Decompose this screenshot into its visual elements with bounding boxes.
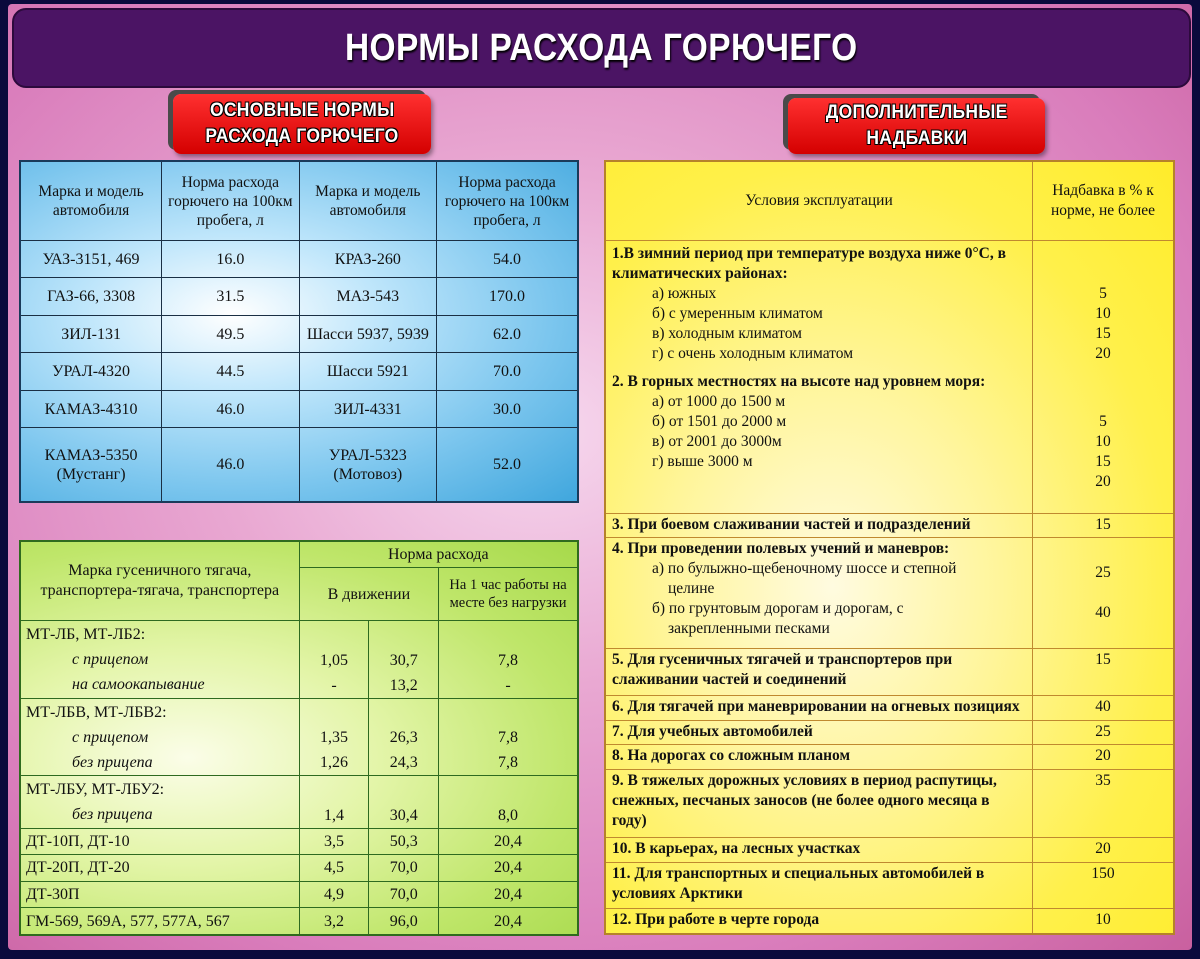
sub-item: г) выше 3000 м [652,453,753,470]
condition-label: 7. Для учебных автомобилей [612,722,813,740]
tractor-model: ДТ-20П, ДТ-20 [20,855,299,882]
tractor-model: ГМ-569, 569А, 577, 577А, 567 [20,908,299,935]
table-row [20,828,578,855]
surcharge-value: 25 [1033,720,1175,745]
value-b: 30,4 [389,806,418,824]
sub-item: в) от 2001 до 3000м [652,433,782,450]
sub-item: а) от 1000 до 1500 м [652,393,786,410]
fuel-norm: 46.0 [162,390,299,427]
page-title: НОРМЫ РАСХОДА ГОРЮЧЕГО [345,26,858,69]
tracked-vehicles-table [19,540,579,936]
column-header-conditions: Условия эксплуатации [605,161,1033,241]
column-header: Марка и модель автомобиля [299,161,437,241]
section-badge-basic-norms [173,94,431,154]
fuel-norm: 52.0 [437,428,578,502]
badge-line: НАДБАВКИ [866,128,967,149]
group-row [20,698,578,776]
sub-item-continued: целине [668,580,715,598]
tractor-model: ДТ-10П, ДТ-10 [20,828,299,855]
value-c: 7,8 [498,754,519,772]
surcharge-value: 15 [1095,325,1111,342]
fuel-norm: 16.0 [162,241,299,278]
sub-item: б) с умеренным климатом [652,305,823,322]
surcharge-value: 40 [1095,604,1111,622]
surcharge-value: 20 [1033,745,1175,770]
condition-label: 5. Для гусеничных тягачей и транспортеров при слаживании частей и соединений [612,651,953,689]
table-row [605,695,1174,720]
vehicle-model: УАЗ-3151, 469 [20,241,162,278]
table-row [605,649,1174,695]
surcharge-value: 15 [1095,453,1111,470]
condition-label: 8. На дорогах со сложным планом [612,747,851,765]
table-row [20,353,578,390]
fuel-norm: 49.5 [162,315,299,352]
sub-item: а) южных [652,285,717,302]
surcharge-value: 15 [1033,649,1175,695]
surcharge-value: 40 [1033,695,1175,720]
column-header-moving: В движении [299,568,438,621]
surcharge-value: 10 [1095,433,1111,450]
sub-label: с прицепом [72,650,149,668]
surcharge-value: 5 [1099,413,1107,430]
group-name: МТ-ЛБУ, МТ-ЛБУ2: [26,781,165,799]
fuel-norm: 31.5 [162,278,299,315]
table-header-row [20,161,578,241]
surcharges-table [604,160,1175,935]
group-name: МТ-ЛБ, МТ-ЛБ2: [26,625,146,643]
condition-label: 6. Для тягачей при маневрировании на огневых позициях [612,697,1020,715]
condition-label: 11. Для транспортных и специальных автомобилей в условиях Арктики [612,864,985,902]
column-header-idle: На 1 час работы на месте без нагрузки [439,568,578,621]
surcharge-value: 10 [1095,305,1111,322]
vehicle-model: КРАЗ-260 [299,241,437,278]
value-c: 20,4 [439,828,578,855]
vehicle-model: ГАЗ-66, 3308 [20,278,162,315]
surcharge-value: 5 [1099,285,1107,302]
value-a: - [331,676,337,694]
surcharge-value: 20 [1095,473,1111,490]
surcharge-value: 15 [1033,513,1175,538]
fuel-norm: 70.0 [437,353,578,390]
vehicle-model: Шасси 5937, 5939 [299,315,437,352]
table-row [20,908,578,935]
sub-item: а) по булыжно-щебеночному шоссе и степной [652,560,957,578]
table-row [605,862,1174,908]
badge-line: ОСНОВНЫЕ НОРМЫ [209,100,395,121]
fuel-norm: 46.0 [162,428,299,502]
value-b: 96,0 [369,908,439,935]
section-title: 2. В горных местностях на высоте над уровнем моря: [612,373,986,390]
value-a: 3,5 [299,828,369,855]
value-a: 4,5 [299,855,369,882]
vehicle-model: КАМАЗ-5350 (Мустанг) [20,428,162,502]
sub-item-continued: закрепленными песками [668,620,830,638]
table-row [20,428,578,502]
group-row [20,621,578,699]
table-row [20,881,578,908]
section-row [605,241,1174,514]
sub-item: б) от 1501 до 2000 м [652,413,787,430]
condition-label: 12. При работе в черте города [612,911,820,929]
value-b: 24,3 [389,754,418,772]
surcharge-value: 150 [1033,862,1175,908]
sub-item: г) с очень холодным климатом [652,345,854,362]
sub-label: без прицепа [72,753,153,771]
vehicle-model: УРАЛ-5323 (Мотовоз) [299,428,437,502]
value-a: 1,35 [319,729,348,747]
badge-line: ДОПОЛНИТЕЛЬНЫЕ [825,102,1008,123]
table-row [605,513,1174,538]
table-row [605,909,1174,934]
value-c: 20,4 [439,881,578,908]
vehicle-model: ЗИЛ-4331 [299,390,437,427]
table-header-row [605,161,1174,241]
surcharge-value: 25 [1095,564,1111,582]
surcharge-value: 20 [1095,345,1111,362]
column-header: Марка и модель автомобиля [20,161,162,241]
vehicle-model: КАМАЗ-4310 [20,390,162,427]
table-header-row [20,541,578,568]
table-row [605,720,1174,745]
value-c: 20,4 [439,908,578,935]
table-row [605,770,1174,838]
column-header-name: Марка гусеничного тягача, транспортера-тягача, транспортера [20,541,299,621]
vehicle-model: УРАЛ-4320 [20,353,162,390]
table-row [20,390,578,427]
value-b: 70,0 [369,855,439,882]
surcharge-value: 35 [1033,770,1175,838]
value-a: 1,05 [319,651,348,669]
fuel-norm: 62.0 [437,315,578,352]
value-a: 4,9 [299,881,369,908]
value-c: 20,4 [439,855,578,882]
sub-label: без прицепа [72,806,153,824]
table-row [20,278,578,315]
value-c: - [505,676,511,694]
fuel-norm: 44.5 [162,353,299,390]
vehicle-model: МАЗ-543 [299,278,437,315]
page-title-banner [12,8,1191,88]
badge-line: РАСХОДА ГОРЮЧЕГО [205,126,399,147]
sub-label: на самоокапывание [72,675,205,693]
tractor-model: ДТ-30П [20,881,299,908]
value-b: 13,2 [389,676,418,694]
value-b: 26,3 [389,729,418,747]
column-header: Норма расхода горючего на 100км пробега, л [162,161,299,241]
section-title: 1.В зимний период при температуре воздуха ниже 0°С, в климатических районах: [612,245,1006,282]
value-a: 1,26 [319,754,348,772]
vehicle-model: Шасси 5921 [299,353,437,390]
surcharge-value: 20 [1033,838,1175,863]
value-a: 1,4 [323,806,344,824]
group-row [20,776,578,828]
condition-label: 10. В карьерах, на лесных участках [612,840,861,857]
fuel-norm: 54.0 [437,241,578,278]
sub-item: б) по грунтовым дорогам и дорогам, с [652,600,904,618]
sub-item: в) холодным климатом [652,325,802,342]
fuel-norm: 30.0 [437,390,578,427]
sub-label: с прицепом [72,728,149,746]
section-row [605,538,1174,649]
section-title: 4. При проведении полевых учений и маневров: [612,540,950,558]
fuel-norm: 170.0 [437,278,578,315]
value-c: 7,8 [498,651,519,669]
column-header-norm: Норма расхода [299,541,578,568]
value-c: 7,8 [498,729,519,747]
value-b: 50,3 [369,828,439,855]
table-row [20,855,578,882]
vehicle-model: ЗИЛ-131 [20,315,162,352]
value-b: 30,7 [389,651,418,669]
table-row [605,745,1174,770]
table-row [20,241,578,278]
value-b: 70,0 [369,881,439,908]
table-row [20,315,578,352]
value-c: 8,0 [498,806,519,824]
vehicle-norms-table [19,160,579,503]
group-name: МТ-ЛБВ, МТ-ЛБВ2: [26,703,167,721]
condition-label: 3. При боевом слаживании частей и подразделений [612,515,971,533]
section-badge-surcharges [788,98,1045,154]
table-row [605,838,1174,863]
condition-label: 9. В тяжелых дорожных условиях в период распутицы, снежных, песчаных заносов (не более одного месяца в году) [612,772,997,830]
column-header: Норма расхода горючего на 100км пробега, л [437,161,578,241]
value-a: 3,2 [299,908,369,935]
column-header-value: Надбавка в % к норме, не более [1033,161,1175,241]
surcharge-value: 10 [1033,909,1175,934]
